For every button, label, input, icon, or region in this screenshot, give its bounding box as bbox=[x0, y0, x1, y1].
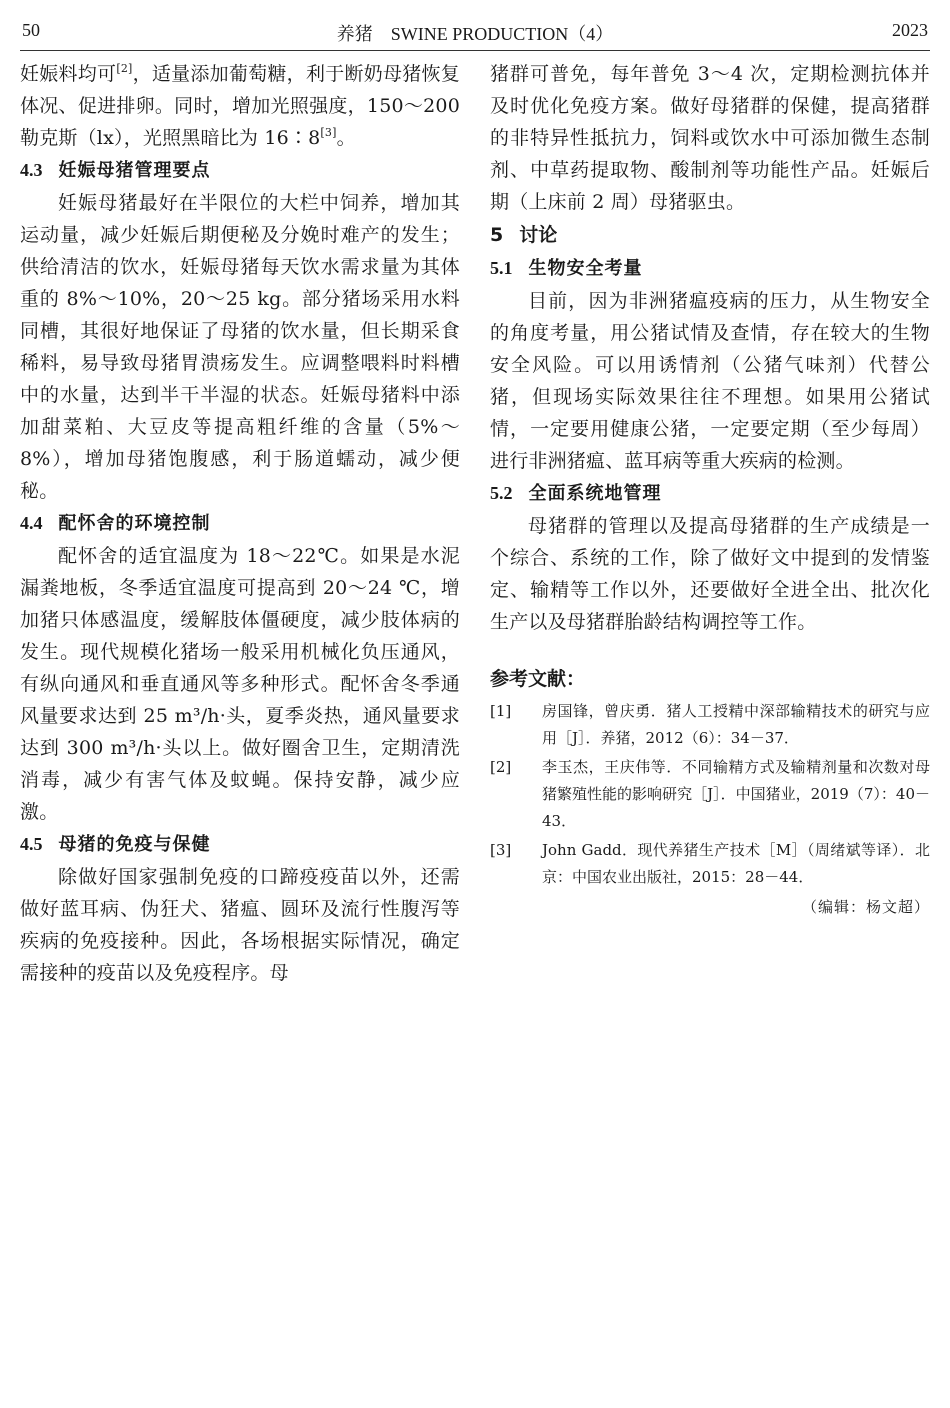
left-column bbox=[20, 58, 460, 989]
section-4-5-heading: 4.5 母猪的免疫与保健 bbox=[20, 834, 211, 855]
section-4-4-heading: 4.4 配怀舍的环境控制 bbox=[20, 513, 211, 534]
section-4-3-body: 妊娠母猪最好在半限位的大栏中饲养，增加其运动量，减少妊娠后期便秘及分娩时难产的发生；供给清洁的饮水，妊娠母猪每天饮水需求量为其体重的 8%～10%，20～25 kg。部分猪场采用水料同槽，其很好地保证了母猪的饮水量，但长期采食稀料，易导致母猪胃溃疡发生。应调整喂料时料槽中的水量，达到半干半湿的状态。妊娠母猪料中添加甜菜粕、大豆皮等提高粗纤维的含量（5%～8%），增加母猪饱腹感，利于肠道蠕动，减少便秘。 bbox=[20, 192, 460, 502]
section-5-heading: 5 讨论 bbox=[490, 224, 558, 246]
section-4-3-heading: 4.3 妊娠母猪管理要点 bbox=[20, 160, 211, 181]
section-5-2-body: 母猪群的管理以及提高母猪群的生产成绩是一个综合、系统的工作，除了做好文中提到的发情鉴定、输精等工作以外，还要做好全进全出、批次化生产以及母猪群胎龄结构调控等工作。 bbox=[490, 515, 930, 633]
reference-item: [2] 李玉杰，王庆伟等．不同输精方式及输精剂量和次数对母猪繁殖性能的影响研究［J］．中国猪业，2019（7）：40－43． bbox=[490, 758, 930, 830]
publication-year: 2023 bbox=[892, 20, 928, 40]
page-number: 50 bbox=[22, 20, 40, 40]
section-5-2-heading: 5.2 全面系统地管理 bbox=[490, 483, 662, 504]
editor-credit: （编辑：杨文超） bbox=[801, 898, 930, 916]
citation-3[interactable]: [3] bbox=[320, 126, 337, 139]
citation-2[interactable]: [2] bbox=[116, 62, 133, 75]
paragraph-continued: 妊娠料均可[2]，适量添加葡萄糖，利于断奶母猪恢复体况、促进排卵。同时，增加光照强度，150～200 勒克斯（lx），光照黑暗比为 16∶8[3]。 bbox=[20, 62, 460, 149]
section-5-1-body: 目前，因为非洲猪瘟疫病的压力，从生物安全的角度考量，用公猪试情及查情，存在较大的生物安全风险。可以用诱情剂（公猪气味剂）代替公猪，但现场实际效果往往不理想。如果用公猪试情，一定要用健康公猪，一定要定期（至少每周）进行非洲猪瘟、蓝耳病等重大疾病的检测。 bbox=[490, 290, 930, 472]
section-5-1-heading: 5.1 生物安全考量 bbox=[490, 258, 643, 279]
references-heading: 参考文献： bbox=[490, 668, 586, 690]
right-column bbox=[490, 58, 930, 921]
section-4-4-body: 配怀舍的适宜温度为 18～22℃。如果是水泥漏粪地板，冬季适宜温度可提高到 20～24 ℃，增加猪只体感温度，缓解肢体僵硬度，减少肢体病的发生。现代规模化猪场一般采用机械化负压通风，有纵向通风和垂直通风等多种形式。配怀舍冬季通风量要求达到 25 m³/h·头，夏季炎热，通风量要求达到 300 m³/h·头以上。做好圈舍卫生，定期清洗消毒，减少有害气体及蚊蝇。保持安静，减少应激。 bbox=[20, 545, 460, 823]
reference-item: [1] 房国锋，曾庆勇．猪人工授精中深部输精技术的研究与应用［J］．养猪，2012（6）：34－37． bbox=[490, 702, 930, 747]
journal-title: 养猪 SWINE PRODUCTION（4） bbox=[336, 24, 614, 44]
paragraph-continued-right: 猪群可普免，每年普免 3～4 次，定期检测抗体并及时优化免疫方案。做好母猪群的保健，提高猪群的非特异性抵抗力，饲料或饮水中可添加微生态制剂、中草药提取物、酸制剂等功能性产品。妊娠后期（上床前 2 周）母猪驱虫。 bbox=[490, 63, 930, 213]
running-header bbox=[20, 14, 930, 51]
section-4-5-body: 除做好国家强制免疫的口蹄疫疫苗以外，还需做好蓝耳病、伪狂犬、猪瘟、圆环及流行性腹泻等疾病的免疫接种。因此，各场根据实际情况，确定需接种的疫苗以及免疫程序。母 bbox=[20, 866, 460, 984]
reference-item: [3] John Gadd．现代养猪生产技术［M］（周绪斌等译）．北京：中国农业出版社，2015：28－44． bbox=[490, 841, 930, 886]
